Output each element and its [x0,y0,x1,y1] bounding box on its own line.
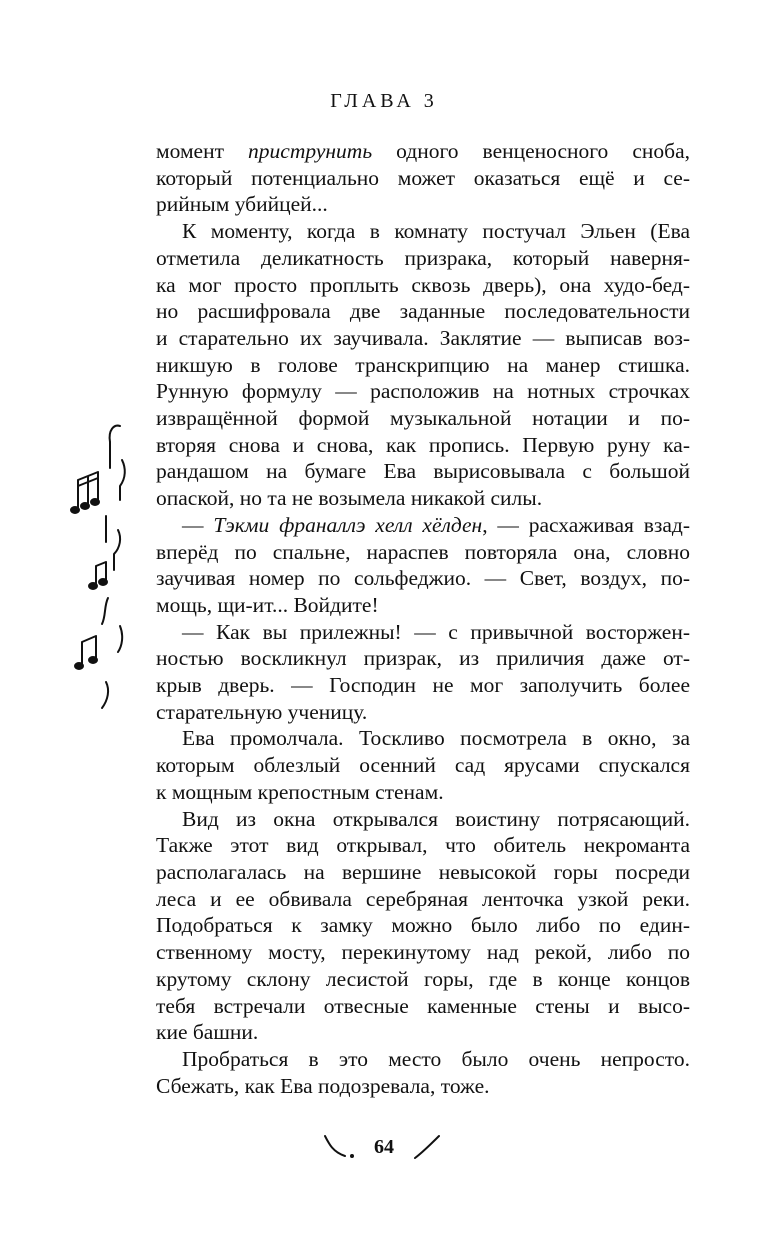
text-line: вторяя снова и снова, как пропись. Первую руну ка- [156,432,690,457]
text-line: Рунную формулу — расположив на нотных строчках [156,379,690,404]
text-line: ственному мосту, перекинутому над рекой, либо по [156,940,690,965]
text-line: мощь, щи-ит... Войдите! [156,592,379,617]
page-number: 64 [374,1135,394,1158]
text-line: который потенциально может оказаться ещё и се- [156,165,690,190]
left-flourish-icon [319,1132,359,1162]
text-line: отметила деликатность призрака, который наверня- [156,245,690,270]
text-line: тебя встречали отвесные каменные стены и высо- [156,993,690,1018]
text-line: крыв дверь. — Господин не мог заполучить более [156,673,690,698]
text-line: — Как вы прилежны! — с привычной восторжен- [182,619,690,644]
text-line: Также этот вид открывал, что обитель некроманта [156,833,690,858]
text-line: Ева промолчала. Тоскливо посмотрела в окно, за [182,726,690,751]
text-line: никшую в голове транскрипцию на манер стишка. [156,352,690,377]
text-line: Пробраться в это место было очень непросто. [182,1046,690,1071]
text-line: Вид из окна открывался воистину потрясающий. [182,806,690,831]
text-line: ностью воскликнул призрак, из приличия даже от- [156,646,690,671]
text-line: крутому склону лесистой горы, где в конце концов [156,966,690,991]
music-notes-ornament-icon [70,420,140,720]
text-line: заучивая номер по сольфеджио. — Свет, воздух, по- [156,566,690,591]
text-line: ка мог просто проплыть сквозь дверь), она худо-бед- [156,272,690,297]
right-flourish-icon [409,1132,449,1162]
text-line: которым облезлый осенний сад ярусами спускался [156,753,690,778]
text-line: опаской, но та не возымела никакой силы. [156,486,543,511]
text-line: и старательно их заучивала. Заклятие — выписав воз- [156,325,690,350]
text-line: старательную ученицу. [156,699,368,724]
text-line: располагалась на вершине невысокой горы посреди [156,859,690,884]
text-line: извращённой формой музыкальной нотации и по- [156,406,690,431]
chapter-header: ГЛАВА 3 [330,90,438,112]
text-line: но расшифровала две заданные последовательности [156,299,690,324]
text-line: Подобраться к замку можно было либо по един- [156,913,690,938]
text-line: кие башни. [156,1020,259,1045]
text-line: к мощным крепостным стенам. [156,779,444,804]
text-line: — Тэкми франаллэ хелл хёлден, — расхаживая взад- [182,512,691,537]
body-text [156,138,690,1099]
text-line: момент приструнить одного венценосного сноба, [156,139,690,163]
text-line: К моменту, когда в комнату постучал Эльен (Ева [182,219,690,244]
text-line: леса и ее обвивала серебряная ленточка узкой реки. [156,886,690,911]
text-line: Сбежать, как Ева подозревала, тоже. [156,1073,490,1098]
text-line: рийным убийцей... [156,192,328,217]
text-line: рандашом на бумаге Ева вырисовывала с большой [156,459,690,484]
page-footer [0,1132,768,1162]
text-line: вперёд по спальне, нараспев повторяла она, словно [156,539,690,564]
